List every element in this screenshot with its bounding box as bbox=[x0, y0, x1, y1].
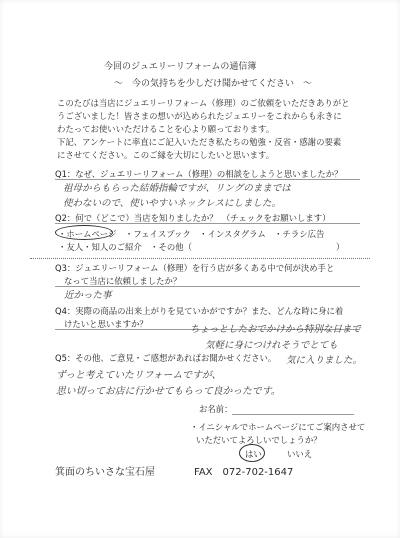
question-4-line-2: けたいと思いますか？ bbox=[64, 319, 148, 329]
answer-1-line-2: 使わないので、使いやすいネックレスにしました。 bbox=[63, 198, 282, 209]
intro-line-1: このたびは当店にジュエリーリフォーム（修理）のご依頼をいただきありがと bbox=[57, 98, 350, 108]
intro-line-3: わたってお使いいただけることを心より願っております。 bbox=[57, 124, 275, 134]
question-3-line-2: なって当店に依頼しましたか？ bbox=[64, 276, 182, 286]
question-4-line-1: Q4：実際の商品の出来上がりを見ていかがですか？また、どんな時に身に着 bbox=[55, 306, 344, 316]
answer-5-line-2: 思い切ってお店に行かせてもらって良かったです。 bbox=[56, 386, 281, 397]
answer-3: 近かった事 bbox=[64, 290, 112, 301]
question-2-underline bbox=[55, 223, 360, 224]
answer-4-line-1: ちょっとしたおでかけから特別な日まで bbox=[190, 324, 361, 335]
answer-4-line-3: 気に入りました。 bbox=[286, 355, 363, 366]
intro-line-2: うございました！皆さまの想いが込められたジュエリーをこれからも永きに bbox=[57, 111, 342, 121]
consent-line-2: いただいてよろしいでしょうか？ bbox=[196, 435, 322, 445]
selected-option-circle bbox=[55, 225, 113, 240]
shop-name: 箕面のちいさな宝石屋 bbox=[55, 467, 155, 478]
question-3-line-1: Q3：ジュエリーリフォーム（修理）を行う店が多くある中で何が決め手と bbox=[55, 263, 335, 273]
consent-line-1: ・イニシャルでホームページにてご案内させて bbox=[190, 422, 366, 432]
shop-fax: FAX 072-702-1647 bbox=[194, 467, 294, 478]
consent-yes: はい bbox=[245, 449, 262, 459]
name-label: お名前： bbox=[199, 404, 233, 414]
consent-yes-circle bbox=[239, 444, 265, 462]
question-5: Q5：その他、ご意見・ご感想があればお聞かせください。 bbox=[55, 353, 277, 363]
question-2-options-row-2: ・友人・知人のご紹介 ・その他（ bbox=[58, 242, 192, 252]
question-2: Q2：何で（どこで）当店を知りましたか？ （チェックをお願いします） bbox=[55, 213, 331, 223]
question-2-close-paren: ） bbox=[336, 242, 345, 252]
intro-line-5: にさせてください。このご縁を大切にしたいと思います。 bbox=[57, 150, 275, 160]
question-2-options-row-1: ・ホームページ ・フェイスブック ・インスタグラム ・チラシ広告 bbox=[58, 229, 325, 239]
intro-line-4: 下記、アンケートに率直にご記入いただき私たちの勉強・反省・感謝の要素 bbox=[57, 137, 342, 147]
answer-4-line-2: 気軽に身につけれそうでとても bbox=[205, 340, 338, 351]
answer-5-line-1: ずっと考えていたリフォームですが、 bbox=[56, 370, 222, 381]
section-divider bbox=[30, 258, 370, 259]
page-subtitle: ～ 今の気持ちを少しだけ聞かせてください ～ bbox=[114, 79, 313, 89]
page-title: 今回のジュエリーリフォームの通信簿 bbox=[104, 62, 257, 72]
answer-1-line-1: 祖母からもらった結婚指輪ですが、リングのままでは bbox=[63, 183, 291, 194]
question-1: Q1：なぜ、ジュエリーリフォーム（修理）の相談をしようと思いましたか？ bbox=[55, 169, 343, 179]
name-field-line bbox=[232, 414, 354, 415]
consent-no: いいえ bbox=[287, 449, 313, 459]
